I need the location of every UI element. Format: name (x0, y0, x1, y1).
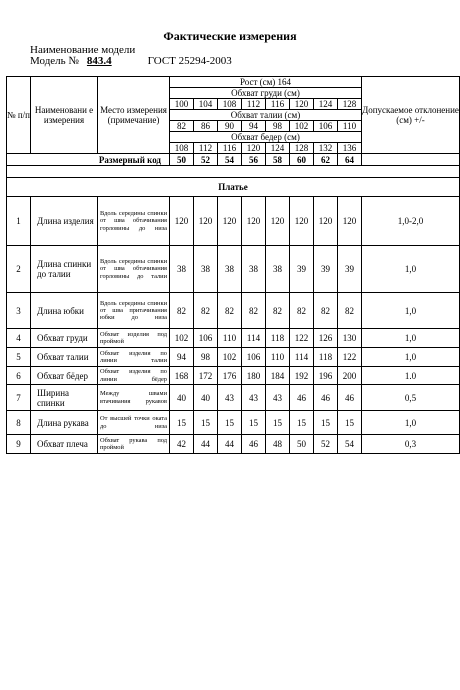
measurement-value: 15 (242, 411, 266, 435)
tolerance-header: Допускаемое отклонение (см) +/- (362, 77, 460, 154)
chest-size-cell: 116 (266, 99, 290, 110)
measurement-name: Длина спинки до талии (31, 246, 98, 293)
hips-size-cell: 124 (266, 143, 290, 154)
measurement-value: 15 (194, 411, 218, 435)
hips-size-cell: 132 (314, 143, 338, 154)
size-code-cell: 50 (170, 154, 194, 166)
chest-size-cell: 128 (338, 99, 362, 110)
measurement-value: 122 (338, 348, 362, 367)
measurement-value: 44 (218, 435, 242, 454)
measurement-value: 15 (218, 411, 242, 435)
measurement-value: 43 (266, 385, 290, 411)
measurement-value: 15 (266, 411, 290, 435)
measurement-value: 82 (266, 293, 290, 329)
measurement-name: Длина рукава (31, 411, 98, 435)
measurement-name: Обхват бёдер (31, 367, 98, 385)
measurement-value: 39 (314, 246, 338, 293)
chest-size-cell: 120 (290, 99, 314, 110)
tolerance-value: 1.0 (362, 367, 460, 385)
tolerance-value: 1,0-2,0 (362, 197, 460, 246)
measurement-value: 126 (314, 329, 338, 348)
table-row (7, 77, 460, 88)
table-row (7, 166, 460, 178)
measurement-place: Вдоль середины спинки от шва обтачивания горловины до талии (98, 246, 170, 293)
measurement-value: 82 (314, 293, 338, 329)
model-name-label: Наименование модели (30, 44, 136, 56)
measurement-value: 130 (338, 329, 362, 348)
table-row (7, 293, 460, 329)
measurement-value: 46 (290, 385, 314, 411)
measurement-value: 82 (170, 293, 194, 329)
measurement-value: 106 (194, 329, 218, 348)
waist-size-cell: 110 (338, 121, 362, 132)
table-row (7, 435, 460, 454)
measurement-value: 15 (338, 411, 362, 435)
size-code-cell: 52 (194, 154, 218, 166)
measurement-value: 38 (242, 246, 266, 293)
waist-size-cell: 98 (266, 121, 290, 132)
measurement-value: 184 (266, 367, 290, 385)
measurement-value: 102 (218, 348, 242, 367)
tolerance-value: 1,0 (362, 329, 460, 348)
hips-size-cell: 120 (242, 143, 266, 154)
measurement-value: 120 (290, 197, 314, 246)
measurement-value: 42 (170, 435, 194, 454)
measurement-value: 82 (338, 293, 362, 329)
hips-size-cell: 128 (290, 143, 314, 154)
size-code-cell: 54 (218, 154, 242, 166)
model-header (30, 55, 232, 67)
measurement-name: Обхват плеча (31, 435, 98, 454)
gost-label: ГОСТ 25294-2003 (147, 55, 232, 67)
measurement-value: 118 (266, 329, 290, 348)
row-number: 9 (7, 435, 31, 454)
measurement-value: 120 (218, 197, 242, 246)
measurement-value: 15 (314, 411, 338, 435)
col-num-header: № п/п (7, 77, 31, 154)
measurement-value: 48 (266, 435, 290, 454)
hips-size-cell: 116 (218, 143, 242, 154)
measurement-value: 94 (170, 348, 194, 367)
measurement-value: 98 (194, 348, 218, 367)
table-row (7, 411, 460, 435)
size-code-cell: 58 (266, 154, 290, 166)
measurement-value: 40 (194, 385, 218, 411)
row-number: 8 (7, 411, 31, 435)
measurement-value: 120 (314, 197, 338, 246)
measurement-place: Обхват изделия под проймой (98, 329, 170, 348)
section-title: Платье (7, 178, 460, 197)
table-row (7, 348, 460, 367)
measurement-value: 15 (170, 411, 194, 435)
waist-size-cell: 82 (170, 121, 194, 132)
measurement-place: Вдоль середины спинки от шва обтачивания горловины до низа (98, 197, 170, 246)
measurement-value: 114 (290, 348, 314, 367)
waist-size-cell: 94 (242, 121, 266, 132)
col-name-header: Наименовани е измерения (31, 77, 98, 154)
hips-size-cell: 136 (338, 143, 362, 154)
measurement-value: 39 (290, 246, 314, 293)
hips-size-cell: 108 (170, 143, 194, 154)
waist-header: Обхват талии (см) (170, 110, 362, 121)
waist-size-cell: 102 (290, 121, 314, 132)
measurement-value: 196 (314, 367, 338, 385)
measurements-table (6, 76, 460, 454)
measurement-value: 40 (170, 385, 194, 411)
tolerance-value: 0,3 (362, 435, 460, 454)
measurement-value: 114 (242, 329, 266, 348)
measurement-value: 38 (218, 246, 242, 293)
measurement-value: 44 (194, 435, 218, 454)
tolerance-value: 1,0 (362, 348, 460, 367)
measurement-value: 102 (170, 329, 194, 348)
measurement-value: 110 (218, 329, 242, 348)
measurement-value: 120 (338, 197, 362, 246)
size-code-label: Размерный код (7, 154, 170, 166)
chest-size-cell: 112 (242, 99, 266, 110)
blank-row (7, 166, 460, 178)
col-place-header: Место измерения (примечание) (98, 77, 170, 154)
tolerance-value: 1,0 (362, 246, 460, 293)
measurement-value: 120 (170, 197, 194, 246)
row-number: 3 (7, 293, 31, 329)
chest-size-cell: 124 (314, 99, 338, 110)
table-row (7, 154, 460, 166)
measurement-value: 39 (338, 246, 362, 293)
row-number: 2 (7, 246, 31, 293)
table-row (7, 178, 460, 197)
chest-header: Обхват груди (см) (170, 88, 362, 99)
row-number: 7 (7, 385, 31, 411)
measurement-name: Обхват груди (31, 329, 98, 348)
measurement-value: 180 (242, 367, 266, 385)
measurement-value: 52 (314, 435, 338, 454)
tolerance-value: 1,0 (362, 293, 460, 329)
tolerance-value: 0,5 (362, 385, 460, 411)
hips-header: Обхват бедер (см) (170, 132, 362, 143)
measurement-value: 38 (170, 246, 194, 293)
row-number: 1 (7, 197, 31, 246)
measurement-value: 192 (290, 367, 314, 385)
measurement-value: 38 (194, 246, 218, 293)
size-code-cell: 64 (338, 154, 362, 166)
measurement-value: 168 (170, 367, 194, 385)
measurement-value: 43 (218, 385, 242, 411)
rost-header: Рост (см) 164 (170, 77, 362, 88)
size-code-cell: 60 (290, 154, 314, 166)
measurement-value: 118 (314, 348, 338, 367)
size-code-cell: 62 (314, 154, 338, 166)
measurement-place: Вдоль середины спинки от шва притачивания юбки до низа (98, 293, 170, 329)
measurement-value: 82 (218, 293, 242, 329)
measurement-name: Длина юбки (31, 293, 98, 329)
measurement-value: 54 (338, 435, 362, 454)
row-number: 6 (7, 367, 31, 385)
measurement-value: 82 (242, 293, 266, 329)
measurement-value: 82 (194, 293, 218, 329)
measurement-value: 122 (290, 329, 314, 348)
size-code-cell: 56 (242, 154, 266, 166)
measurement-value: 176 (218, 367, 242, 385)
measurement-place: Обхват изделия по линии талии (98, 348, 170, 367)
measurement-name: Обхват талии (31, 348, 98, 367)
measurement-value: 172 (194, 367, 218, 385)
model-number: 843.4 (86, 55, 112, 67)
row-number: 4 (7, 329, 31, 348)
chest-size-cell: 108 (218, 99, 242, 110)
page-title: Фактические измерения (163, 29, 297, 43)
measurement-place: Между швами втачивания рукавов (98, 385, 170, 411)
measurement-value: 106 (242, 348, 266, 367)
table-row (7, 197, 460, 246)
measurement-value: 46 (314, 385, 338, 411)
table-row (7, 367, 460, 385)
measurement-value: 50 (290, 435, 314, 454)
chest-size-cell: 104 (194, 99, 218, 110)
table-row (7, 329, 460, 348)
waist-size-cell: 90 (218, 121, 242, 132)
table-row (7, 385, 460, 411)
hips-size-cell: 112 (194, 143, 218, 154)
measurement-place: Обхват рукава под проймой (98, 435, 170, 454)
row-number: 5 (7, 348, 31, 367)
waist-size-cell: 106 (314, 121, 338, 132)
measurement-value: 82 (290, 293, 314, 329)
measurement-value: 15 (290, 411, 314, 435)
table-row (7, 246, 460, 293)
measurement-name: Длина изделия (31, 197, 98, 246)
measurement-value: 43 (242, 385, 266, 411)
chest-size-cell: 100 (170, 99, 194, 110)
measurement-name: Ширина спинки (31, 385, 98, 411)
measurement-value: 38 (266, 246, 290, 293)
measurement-value: 46 (338, 385, 362, 411)
measurement-place: От высшей точки оката до низа (98, 411, 170, 435)
measurement-value: 120 (242, 197, 266, 246)
tolerance-value: 1,0 (362, 411, 460, 435)
measurement-value: 120 (194, 197, 218, 246)
measurement-value: 120 (266, 197, 290, 246)
measurement-value: 110 (266, 348, 290, 367)
measurement-value: 200 (338, 367, 362, 385)
measurement-value: 46 (242, 435, 266, 454)
model-label: Модель № (30, 55, 79, 67)
waist-size-cell: 86 (194, 121, 218, 132)
measurement-place: Обхват изделия по линии бёдер (98, 367, 170, 385)
size-code-empty (362, 154, 460, 166)
